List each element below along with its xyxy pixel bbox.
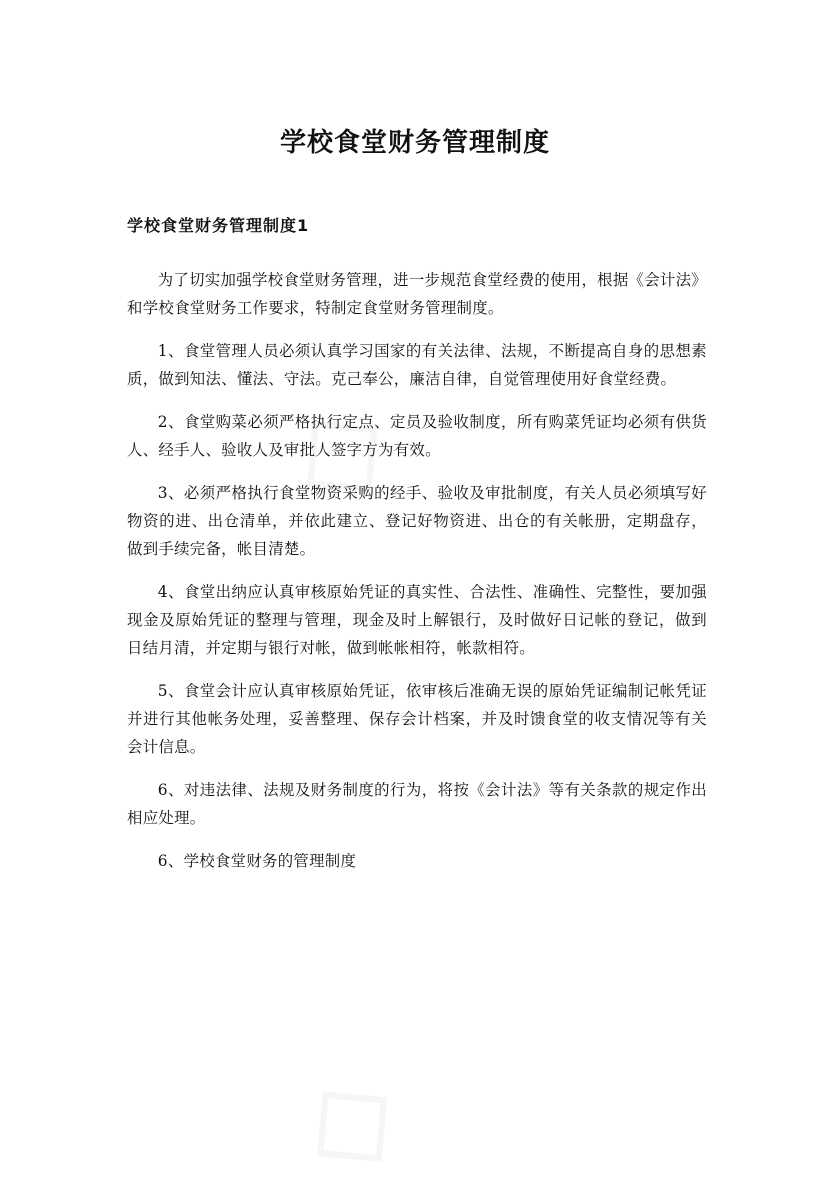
paragraph-item-4: 4、食堂出纳应认真审核原始凭证的真实性、合法性、准确性、完整性，要加强现金及原始凭证的整理与管理，现金及时上解银行，及时做好日记帐的登记，做到日结月清，并定期与银行对帐，做到帐帐相符，帐款相符。: [127, 583, 707, 657]
paragraph-item-5: 5、食堂会计应认真审核原始凭证，依审核后准确无误的原始凭证编制记帐凭证并进行其他帐务处理，妥善整理、保存会计档案，并及时馈食堂的收支情况等有关会计信息。: [127, 682, 707, 756]
paragraph-item-6-heading: 6、学校食堂财务的管理制度: [157, 852, 357, 870]
paragraph-item-2: 2、食堂购菜必须严格执行定点、定员及验收制度，所有购菜凭证均必须有供货人、经手人、验收人及审批人签字方为有效。: [127, 413, 707, 459]
paragraph-intro: 为了切实加强学校食堂财务管理，进一步规范食堂经费的使用，根据《会计法》和学校食堂财务工作要求，特制定食堂财务管理制度。: [127, 271, 707, 317]
document-body: [127, 266, 707, 890]
paragraph-item-6: 6、对违法律、法规及财务制度的行为，将按《会计法》等有关条款的规定作出相应处理。: [127, 781, 707, 827]
document-title: 学校食堂财务管理制度: [279, 128, 550, 158]
paragraph-item-1: 1、食堂管理人员必须认真学习国家的有关法律、法规，不断提高自身的思想素质，做到知法、懂法、守法。克己奉公，廉洁自律，自觉管理使用好食堂经费。: [127, 342, 707, 388]
section-heading: 学校食堂财务管理制度1: [127, 216, 310, 235]
paragraph-item-3: 3、必须严格执行食堂物资采购的经手、验收及审批制度，有关人员必须填写好物资的进、出仓清单，并依此建立、登记好物资进、出仓的有关帐册，定期盘存，做到手续完备，帐目清楚。: [127, 484, 707, 558]
watermark: [266, 1037, 426, 1202]
